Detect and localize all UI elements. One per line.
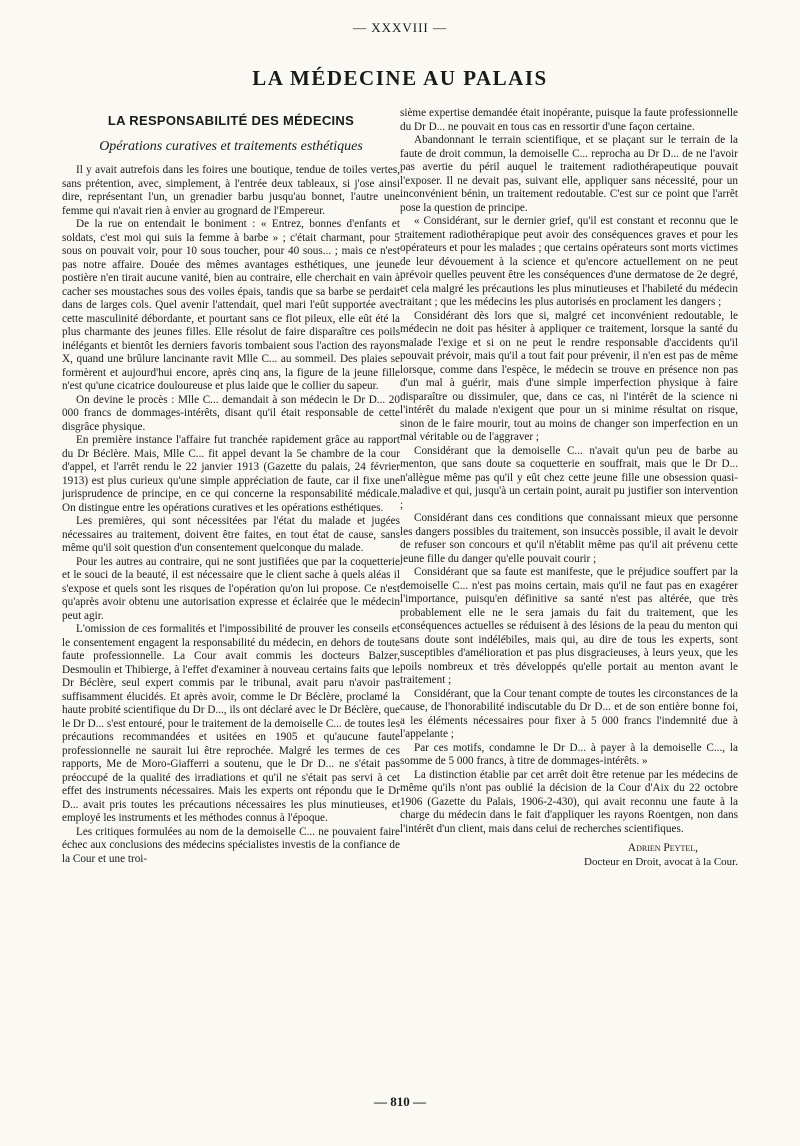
left-column (62, 104, 400, 866)
paragraph: En première instance l'affaire fut tranchée rapidement grâce au rapport du Dr Béclère. Mais, Mlle C... fit appel devant la 5e chambre de la cour d'appel, et l'arrêt rendu le 22 janvier 1913 (Gazette du palais, 24 février 1913) est plus curieux qu'une simple appréciation de faute, car il fixe une jurisprudence de principe, en ce qui concerne la responsabilité médicale. On distingue entre les opérations curatives et les opérations esthétiques. (62, 434, 400, 514)
paragraph: L'omission de ces formalités et l'impossibilité de prouver les conseils et le consentement engagent la responsabilité du médecin, en dehors de toute faute professionnelle. La Cour avait commis les docteurs Balzer, Desmoulin et Thibierge, à l'effet d'examiner à nouveau certains faits que le Dr Béclère, seul expert commis par le tribunal, avait paru n'avoir pas suffisamment élucidés. Et après avoir, comme le Dr Béclère, proclamé la haute probité scientifique du Dr D..., ils ont déclaré avec le Dr Béclère, que le Dr D... s'est entouré, pour le traitement de la demoiselle C... de toutes les précautions recommandées et usitées en 1905 et qu'aucune faute professionnelle ne saurait lui être reprochée. Malgré les termes de ces rapports, Me de Moro-Giafferri a soutenu, que le Dr D... ne s'était pas préoccupé de la qualité des irradiations et qu'il ne s'était pas servi à cet effet des instruments nécessaires. Mais les experts ont répondu que le Dr D... avait pris toutes les précautions nécessaires les plus minutieuses, et employé les instruments et les méthodes connus à l'époque. (62, 623, 400, 824)
paragraph: sième expertise demandée était inopérante, puisque la faute professionnelle du Dr D... ne pouvait en tous cas en ressortir d'une façon certaine. (400, 107, 738, 133)
page-folio: — XXXVIII — (352, 20, 448, 35)
paragraph: Considérant que la demoiselle C... n'avait qu'un peu de barbe au menton, que sans doute sa coquetterie en souffrait, mais que le Dr D... n'allègue même pas qu'il y eût chez cette jeune fille une obsession quasi-maladive et qui, jusqu'à un certain point, aurait pu justifier son intervention ; (400, 444, 738, 511)
paragraph: Considérant dès lors que si, malgré cet inconvénient redoutable, le médecin ne doit pas hésiter à appliquer ce traitement, lorsque la santé du malade l'exige et si on ne peut le rendre responsable d'accidents qu'il pouvait prévoir, mais qu'il a tout fait pour prévenir, il n'en est pas de même lorsque, comme dans l'espèce, le médecin se trouve en présence non pas d'un mal à guérir, mais d'une simple imperfection physique à faire disparaître ou dissimuler, que, dans ce cas, ni l'intérêt de la science ni l'intérêt du malade n'exigent que pour un si minime résultat on risque, sinon de le faire mourir, tout au moins de changer son imperfection en un mal véritable ou de l'aggraver ; (400, 309, 738, 443)
author-title: Docteur en Droit, avocat à la Cour. (584, 855, 738, 868)
paragraph: Considérant, que la Cour tenant compte de toutes les circonstances de la cause, de l'honorabilité indiscutable du Dr D... et de son entière bonne foi, a les éléments nécessaires pour fixer à 5 000 francs l'indemnité due à l'appelante ; (400, 687, 738, 740)
paragraph: Il y avait autrefois dans les foires une boutique, tendue de toiles vertes, sans prétention, avec, simplement, à l'entrée deux tableaux, si j'ose ainsi dire, représentant l'un, un grenadier barbu jusqu'au bonnet, l'autre une femme qui n'avait rien à envier au grognard de l'Empereur. (62, 164, 400, 217)
paragraph: La distinction établie par cet arrêt doit être retenue par les médecins de même qu'ils n'ont pas oublié la décision de la Cour d'Aix du 22 octobre 1906 (Gazette du Palais, 1906-2-430), qui avait reconnu une faute à la charge du médecin dans le fait d'appliquer les rayons Roentgen, non dans l'intérêt d'un client, mais dans celui de recherches scientifiques. (400, 768, 738, 835)
paragraph: De la rue on entendait le boniment : « Entrez, bonnes d'enfants et soldats, c'est moi qui suis la femme à barbe » ; c'était charmant, pour 5 sous on pouvait voir, pour 10 sous toucher, pour 40 sous... ; mais ce n'est pas notre affaire. Douée des mêmes avantages esthétiques, une jeune postière n'en tirait aucune vanité, bien au contraire, elle cherchait en vain à cacher ses moustaches sous des voiles épais, tandis que sa barbe se perdait dans de larges cols. Quel avenir l'attendait, quel mari l'eût supportée avec cette masculinité débordante, et pourtant sans ce flot pileux, elle eût été la plus charmante des jeunes filles. Elle résolut de faire disparaître ces poils inélégants et bientôt les derniers favoris tombaient sous l'action des rayons X, quand une brûlure lancinante ravit Mlle C... au sommeil. Des plaies se formèrent et aujourd'hui encore, après cinq ans, la figure de la jeune fille n'est qu'une cicatrice douloureuse et plus laide que le collier du sapeur. (62, 218, 400, 392)
paragraph: On devine le procès : Mlle C... demandait à son médecin le Dr D... 20 000 francs de dommages-intérêts, disant qu'il était responsable de cette disgrâce physique. (62, 393, 400, 433)
section-title: LA RESPONSABILITÉ DES MÉDECINS (107, 113, 355, 128)
paragraph: Considérant que sa faute est manifeste, que le préjudice souffert par la demoiselle C... n'est pas moins certain, mais qu'il ne faut pas en exagérer l'importance, puisqu'en définitive sa santé n'est pas altérée, que très probablement elle ne le sera jamais du fait du traitement, que les conséquences actuelles se réduisent à des lésions de la peau du menton qui sans doute sont indélébiles, mais qui, au dire de tous les experts, sont susceptibles d'amélioration et pas plus disgracieuses, à leurs yeux, que les poils nombreux et très développés qu'elle portait au menton avant le traitement ; (400, 566, 738, 686)
signature (400, 842, 738, 869)
paragraph: Pour les autres au contraire, qui ne sont justifiées que par la coquetterie et le souci de la beauté, il est nécessaire que le client sache à quels aléas il s'expose et quels sont les risques de l'opération qu'on lui propose. Ce n'est qu'après avoir obtenu une autorisation expresse et éclairée que le médecin peut agir. (62, 555, 400, 622)
paragraph: « Considérant, sur le dernier grief, qu'il est constant et reconnu que le traitement radiothérapique peut avoir des conséquences graves et pour les opérateurs et pour les malades ; que certains opérateurs sont morts victimes de leur dévouement à la science et qu'encore actuellement on ne peut prévoir quelles peuvent être les conséquences d'une dermatose de 2e degré, et cela malgré les précautions les plus minutieuses et l'habileté du médecin traitant ; que les médecins les plus autorisés en proclament les dangers ; (400, 215, 738, 308)
section-subtitle: Opérations curatives et traitements esthétiques (99, 138, 363, 154)
paragraph: Par ces motifs, condamne le Dr D... à payer à la demoiselle C..., la somme de 5 000 francs, à titre de dommages-intérêts. » (400, 741, 738, 767)
page-title: LA MÉDECINE AU PALAIS (252, 66, 548, 90)
paragraph: Considérant dans ces conditions que connaissant mieux que personne les dangers possibles du traitement, son insuccès possible, il avait le devoir de refuser son concours et qu'il n'établit même pas qu'il ait prévenu cette jeune fille du danger qu'elle pouvait courir ; (400, 512, 738, 565)
paragraph: Les premières, qui sont nécessitées par l'état du malade et jugées nécessaires au traitement, doivent être faites, en tout état de cause, sans même qu'il soit question d'un consentement quelconque du malade. (62, 515, 400, 554)
right-column (400, 107, 738, 869)
page-number: — 810 — (374, 1094, 426, 1109)
paragraph: Les critiques formulées au nom de la demoiselle C... ne pouvaient faire échec aux conclusions des médecins spécialistes investis de la confiance de la Cour et une troi- (62, 825, 400, 865)
author-name: Adrien Peytel, (627, 842, 698, 854)
paragraph: Abandonnant le terrain scientifique, et se plaçant sur le terrain de la faute de droit commun, la demoiselle C... reprocha au Dr D... de ne l'avoir pas avertie du péril auquel le traitement radiothérapeutique pouvait l'exposer. Il ne devait pas, suivant elle, appliquer sans nécessité, pour un inconvénient bénin, un traitement redoutable. C'est sur ce point que l'arrêt pose la question de principe. (400, 134, 738, 214)
